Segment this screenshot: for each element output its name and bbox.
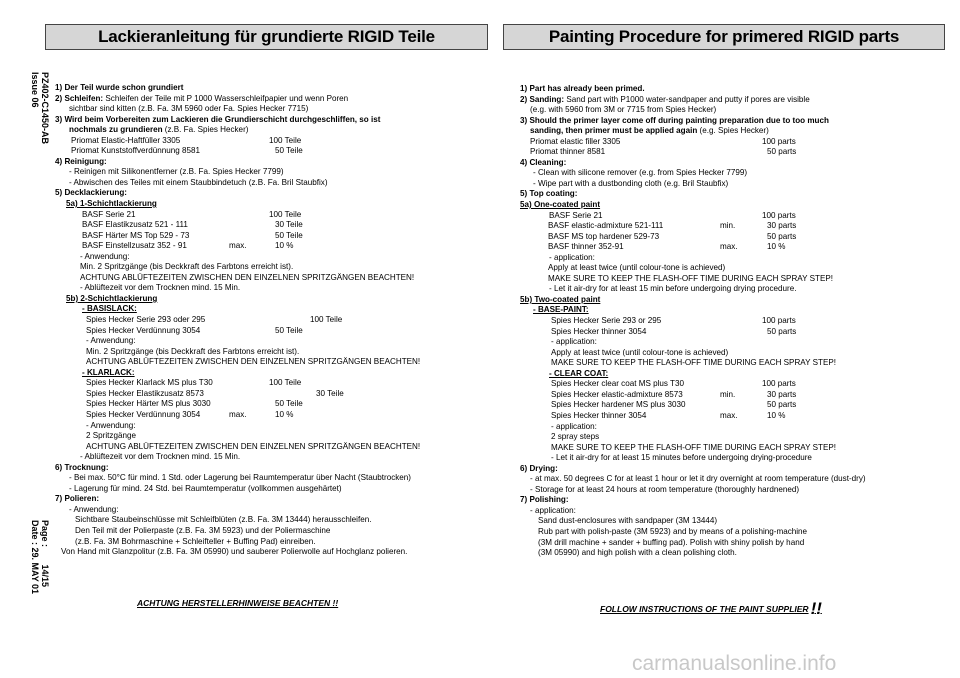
instruction-line	[55, 473, 485, 484]
instruction-line	[520, 179, 940, 190]
english-title: Painting Procedure for primered RIGID parts	[503, 24, 945, 50]
quantity-value: 50 parts	[767, 326, 797, 336]
instruction-line	[520, 495, 940, 506]
supplier-note-german: ACHTUNG HERSTELLERHINWEISE BEACHTEN !!	[137, 598, 339, 608]
line-text: MAKE SURE TO KEEP THE FLASH-OFF TIME DURING EACH SPRAY STEP!	[551, 358, 836, 368]
line-text: ACHTUNG ABLÜFTEZEITEN ZWISCHEN DEN EINZELNEN SPRITZGÄNGEN BEACHTEN!	[86, 441, 421, 451]
instruction-line	[520, 84, 940, 95]
line-text: - KLARLACK:	[82, 367, 135, 377]
instruction-line	[55, 336, 485, 347]
line-text: Spies Hecker Serie 293 oder 295	[86, 315, 206, 325]
line-text: 7) Polishing:	[520, 495, 569, 505]
instruction-line	[55, 273, 485, 284]
instruction-line	[520, 348, 940, 359]
line-text: - Reinigen mit Silikonentferner (z.B. Fa. Spies Hecker 7799)	[69, 167, 284, 177]
instruction-line	[55, 347, 485, 358]
instruction-line	[55, 294, 485, 305]
line-text: 4) Cleaning:	[520, 157, 567, 167]
line-text: Apply at least twice (until colour-tone is achieved)	[551, 347, 729, 357]
instruction-line	[520, 443, 940, 454]
instruction-line	[55, 431, 485, 442]
doc-id-block	[30, 72, 50, 144]
instruction-line	[520, 158, 940, 169]
instruction-line	[55, 463, 485, 474]
line-text: - CLEAR COAT:	[549, 368, 609, 378]
line-text: 5) Top coating:	[520, 189, 578, 199]
line-text: BASF Einstellzusatz 352 - 91	[82, 241, 187, 251]
instruction-line	[520, 305, 940, 316]
quantity-value: max.	[720, 242, 738, 252]
line-text: 1) Der Teil wurde schon grundiert	[55, 83, 184, 92]
quantity-value: min.	[720, 221, 736, 231]
instruction-line	[520, 411, 940, 422]
instruction-line	[55, 357, 485, 368]
line-text: Sichtbare Staubeinschlüsse mit Schleifblüten (z.B. Fa. 3M 13444) herausschleifen.	[75, 515, 372, 525]
line-text: (z.B. Fa. 3M Bohrmaschine + Schleifteller + Buffing Pad) einreiben.	[75, 536, 316, 546]
instruction-line	[55, 421, 485, 432]
instruction-line	[520, 485, 940, 496]
line-text: Schleifen der Teile mit P 1000 Wasserschleifpapier und wenn Poren	[105, 93, 349, 103]
instruction-line	[520, 295, 940, 306]
line-text: - Anwendung:	[80, 251, 130, 261]
instruction-line	[520, 274, 940, 285]
instruction-line	[520, 168, 940, 179]
instruction-line	[55, 231, 485, 242]
quantity-value: 10 %	[275, 409, 294, 419]
instruction-line	[55, 399, 485, 410]
line-text: Spies Hecker hardener MS plus 3030	[551, 400, 686, 410]
instruction-line	[520, 116, 940, 127]
line-text: - Let it air-dry for at least 15 min before undergoing drying procedure.	[549, 284, 797, 294]
line-text: ACHTUNG ABLÜFTEZEITEN ZWISCHEN DEN EINZELNEN SPRITZGÄNGEN BEACHTEN!	[80, 272, 415, 282]
quantity-value: 100 Teile	[269, 209, 302, 219]
line-text: 5a) One-coated paint	[520, 200, 601, 210]
instruction-line	[55, 94, 485, 105]
instruction-line	[55, 136, 485, 147]
instruction-line	[55, 104, 485, 115]
line-text: - application:	[551, 421, 597, 431]
quantity-value: 50 Teile	[275, 146, 303, 156]
instruction-line	[520, 316, 940, 327]
instruction-line	[520, 422, 940, 433]
instruction-line	[520, 211, 940, 222]
line-text: 6) Drying:	[520, 463, 558, 473]
instruction-line	[520, 137, 940, 148]
instruction-line	[55, 304, 485, 315]
instruction-line	[55, 199, 485, 210]
line-text: - Lagerung für mind. 24 Std. bei Raumtemperatur (vollkommen ausgehärtet)	[69, 483, 342, 493]
instruction-line	[55, 410, 485, 421]
instruction-line	[55, 157, 485, 168]
line-text: 3) Wird beim Vorbereiten zum Lackieren die Grundierschicht durchgeschliffen, so ist	[55, 114, 381, 124]
instruction-line	[520, 200, 940, 211]
instruction-line	[55, 283, 485, 294]
instruction-line	[520, 105, 940, 116]
instruction-line	[55, 368, 485, 379]
quantity-value: 100 parts	[762, 379, 796, 389]
line-text: - Let it air-dry for at least 15 minutes before undergoing drying-procedure	[551, 453, 812, 463]
line-text: - BASE-PAINT:	[533, 305, 589, 315]
line-text: Den Teil mit der Polierpaste (z.B. Fa. 3M 5923) und der Poliermaschine	[75, 525, 331, 535]
instruction-line	[55, 146, 485, 157]
line-text: - application:	[551, 337, 597, 347]
line-text: Spies Hecker Klarlack MS plus T30	[86, 378, 213, 388]
instruction-line	[55, 252, 485, 263]
instruction-line	[520, 538, 940, 549]
line-text: Von Hand mit Glanzpolitur (z.B. Fa. 3M 05990) und sauberer Polierwolle auf Hochglanz polieren.	[61, 547, 408, 557]
instruction-line	[520, 390, 940, 401]
instruction-line	[520, 369, 940, 380]
instruction-line	[55, 326, 485, 337]
line-text: - application:	[549, 252, 595, 262]
english-instructions	[520, 84, 940, 559]
line-text: 3) Should the primer layer come off during painting preparation due to too much	[520, 115, 829, 125]
line-text: BASF MS top hardener 529-73	[548, 231, 660, 241]
line-heading: nochmals zu grundieren	[69, 125, 165, 135]
instruction-line	[520, 474, 940, 485]
line-text: - at max. 50 degrees C for at least 1 hour or let it dry overnight at room temperature (dust-dry)	[530, 474, 866, 484]
instruction-line	[520, 232, 940, 243]
line-text: Spies Hecker Härter MS plus 3030	[86, 399, 211, 409]
line-text: Min. 2 Spritzgänge (bis Deckkraft des Farbtons erreicht ist).	[80, 262, 294, 272]
instruction-line	[520, 263, 940, 274]
line-text: Priomat thinner 8581	[530, 147, 606, 157]
page-date-block	[30, 520, 50, 594]
instruction-line	[55, 389, 485, 400]
line-text: Spies Hecker clear coat MS plus T30	[551, 379, 685, 389]
quantity-value: max.	[229, 409, 247, 419]
watermark: carmanualsonline.info	[632, 652, 837, 675]
line-text: Min. 2 Spritzgänge (bis Deckkraft des Farbtons erreicht ist).	[86, 346, 300, 356]
line-text: - Abwischen des Teiles mit einem Staubbindetuch (z.B. Fa. Bril Staubfix)	[69, 177, 328, 187]
quantity-value: 50 Teile	[275, 325, 303, 335]
instruction-line	[55, 210, 485, 221]
instruction-line	[55, 484, 485, 495]
instruction-line	[520, 126, 940, 137]
instruction-line	[55, 115, 485, 126]
line-text: Spies Hecker Verdünnung 3054	[86, 325, 201, 335]
instruction-line	[520, 189, 940, 200]
quantity-value: 50 parts	[767, 231, 797, 241]
quantity-value: 10 %	[275, 241, 294, 251]
instruction-line	[55, 505, 485, 516]
line-text: 1) Part has already been primed.	[520, 84, 645, 93]
line-text: BASF Härter MS Top 529 - 73	[82, 230, 190, 240]
line-text: Spies Hecker thinner 3054	[551, 410, 647, 420]
line-heading: sanding, then primer must be applied again	[530, 126, 700, 136]
instruction-line	[55, 188, 485, 199]
quantity-value: 10 %	[767, 410, 786, 420]
instruction-line	[55, 526, 485, 537]
line-text: Spies Hecker Verdünnung 3054	[86, 409, 201, 419]
instruction-line	[520, 147, 940, 158]
line-text: (e.g. with 5960 from 3M or 7715 from Spies Hecker)	[530, 105, 717, 115]
line-text: - Anwendung:	[69, 504, 119, 514]
line-text: MAKE SURE TO KEEP THE FLASH-OFF TIME DURING EACH SPRAY STEP!	[548, 273, 833, 283]
quantity-value: 50 Teile	[275, 399, 303, 409]
line-text: - Anwendung:	[86, 420, 136, 430]
line-text: - application:	[530, 505, 576, 515]
line-text: 5) Decklackierung:	[55, 188, 127, 198]
line-text: - Wipe part with a dustbonding cloth (e.g. Bril Staubfix)	[533, 178, 729, 188]
quantity-value: 100 parts	[762, 136, 796, 146]
instruction-line	[55, 167, 485, 178]
instruction-line	[520, 221, 940, 232]
instruction-line	[520, 432, 940, 443]
instruction-line	[55, 494, 485, 505]
line-text: 2 spray steps	[551, 432, 600, 442]
quantity-value: 100 Teile	[269, 378, 302, 388]
instruction-line	[55, 83, 485, 94]
instruction-line	[55, 178, 485, 189]
instruction-line	[520, 453, 940, 464]
instruction-line	[520, 464, 940, 475]
line-text: Sand part with P1000 water-sandpaper and putty if pores are visible	[566, 94, 810, 104]
instruction-line	[520, 548, 940, 559]
supplier-note-english	[600, 597, 822, 617]
quantity-value: 30 parts	[767, 221, 797, 231]
quantity-value: 30 parts	[767, 389, 797, 399]
line-text: Priomat Kunststoffverdünnung 8581	[71, 146, 200, 156]
instruction-line	[520, 284, 940, 295]
line-text: BASF thinner 352-91	[548, 242, 624, 252]
exclamation-mark: !!	[810, 599, 822, 618]
line-text: 5b) 2-Schichtlackierung	[66, 293, 158, 303]
instruction-line	[520, 400, 940, 411]
instruction-line	[55, 547, 485, 558]
issue: Issue 06	[30, 72, 40, 108]
instruction-line	[55, 378, 485, 389]
line-text: Spies Hecker thinner 3054	[551, 326, 647, 336]
line-text: Priomat elastic filler 3305	[530, 136, 621, 146]
line-text: - Bei max. 50°C für mind. 1 Std. oder Lagerung bei Raumtemperatur über Nacht (Staubtrocken)	[69, 473, 411, 483]
line-text: - Anwendung:	[86, 336, 136, 346]
instruction-line	[55, 537, 485, 548]
line-text: ACHTUNG ABLÜFTEZEITEN ZWISCHEN DEN EINZELNEN SPRITZGÄNGEN BEACHTEN!	[86, 357, 421, 367]
german-title: Lackieranleitung für grundierte RIGID Teile	[45, 24, 488, 50]
instruction-line	[520, 95, 940, 106]
line-text: 5b) Two-coated paint	[520, 294, 601, 304]
quantity-value: min.	[720, 389, 736, 399]
instruction-line	[520, 516, 940, 527]
quantity-value: max.	[229, 241, 247, 251]
instruction-line	[55, 515, 485, 526]
line-text: (e.g. Spies Hecker)	[699, 126, 769, 136]
instruction-line	[520, 506, 940, 517]
instruction-line	[55, 262, 485, 273]
instruction-line	[55, 315, 485, 326]
date: Date : 29. MAY 01	[30, 520, 40, 595]
line-text: 6) Trocknung:	[55, 462, 109, 472]
line-text: Rub part with polish-paste (3M 5923) and by means of a polishing-machine	[538, 526, 808, 536]
line-text: Spies Hecker Serie 293 or 295	[551, 316, 662, 326]
quantity-value: 100 Teile	[269, 135, 302, 145]
instruction-line	[520, 337, 940, 348]
instruction-line	[520, 242, 940, 253]
line-text: 7) Polieren:	[55, 494, 100, 504]
quantity-value: 100 parts	[762, 210, 796, 220]
instruction-line	[520, 379, 940, 390]
line-text: 2 Spritzgänge	[86, 431, 136, 441]
line-text: BASF elastic-admixture 521-111	[548, 221, 664, 231]
instruction-line	[520, 358, 940, 369]
instruction-line	[520, 253, 940, 264]
line-text: 4) Reinigung:	[55, 156, 107, 166]
instruction-line	[55, 452, 485, 463]
line-text: (3M drill machine + sander + buffing pad). Polish with shiny polish by hand	[538, 537, 805, 547]
quantity-value: 50 parts	[767, 147, 797, 157]
line-heading: 2) Schleifen:	[55, 93, 106, 103]
line-text: - BASISLACK:	[82, 304, 137, 314]
instruction-line	[520, 327, 940, 338]
line-text: Apply at least twice (until colour-tone is achieved)	[548, 263, 726, 273]
line-text: (z.B. Fa. Spies Hecker)	[164, 125, 249, 135]
line-text: MAKE SURE TO KEEP THE FLASH-OFF TIME DURING EACH SPRAY STEP!	[551, 442, 836, 452]
line-text: - Storage for at least 24 hours at room temperature (thoroughly hardnened)	[530, 484, 800, 494]
instruction-line	[55, 125, 485, 136]
line-text: sichtbar sind kitten (z.B. Fa. 3M 5960 oder Fa. Spies Hecker 7715)	[69, 104, 309, 114]
line-text: - Ablüftezeit vor dem Trocknen mind. 15 Min.	[80, 452, 241, 462]
instruction-line	[55, 241, 485, 252]
line-text: Spies Hecker Elastikzusatz 8573	[86, 388, 204, 398]
line-text: (3M 05990) and high polish with a clean polishing cloth.	[538, 548, 737, 558]
quantity-value: 50 Teile	[275, 230, 303, 240]
line-text: Sand dust-enclosures with sandpaper (3M 13444)	[538, 516, 718, 526]
line-text: - Clean with silicone remover (e.g. from Spies Hecker 7799)	[533, 168, 748, 178]
line-heading: 2) Sanding:	[520, 94, 567, 104]
instruction-line	[520, 527, 940, 538]
line-text: Spies Hecker elastic-admixture 8573	[551, 389, 683, 399]
line-text: BASF Serie 21	[549, 210, 603, 220]
doc-id: PZ402-C1450-AB	[40, 72, 50, 145]
instruction-line	[55, 442, 485, 453]
quantity-value: 100 Teile	[310, 315, 343, 325]
quantity-value: max.	[720, 410, 738, 420]
instruction-line	[55, 220, 485, 231]
line-text: 5a) 1-Schichtlackierung	[66, 199, 157, 209]
quantity-value: 100 parts	[762, 316, 796, 326]
quantity-value: 30 Teile	[275, 220, 303, 230]
quantity-value: 10 %	[767, 242, 786, 252]
line-text: - Ablüftezeit vor dem Trocknen mind. 15 Min.	[80, 283, 241, 293]
supplier-note-text: FOLLOW INSTRUCTIONS OF THE PAINT SUPPLIER	[600, 604, 809, 614]
german-instructions	[55, 83, 485, 558]
line-text: BASF Serie 21	[82, 209, 136, 219]
line-text: Priomat Elastic-Haftfüller 3305	[71, 135, 181, 145]
page-number: Page : 14/15	[40, 520, 50, 588]
line-text: BASF Elastikzusatz 521 - 111	[82, 220, 188, 230]
quantity-value: 50 parts	[767, 400, 797, 410]
quantity-value: 30 Teile	[316, 388, 344, 398]
